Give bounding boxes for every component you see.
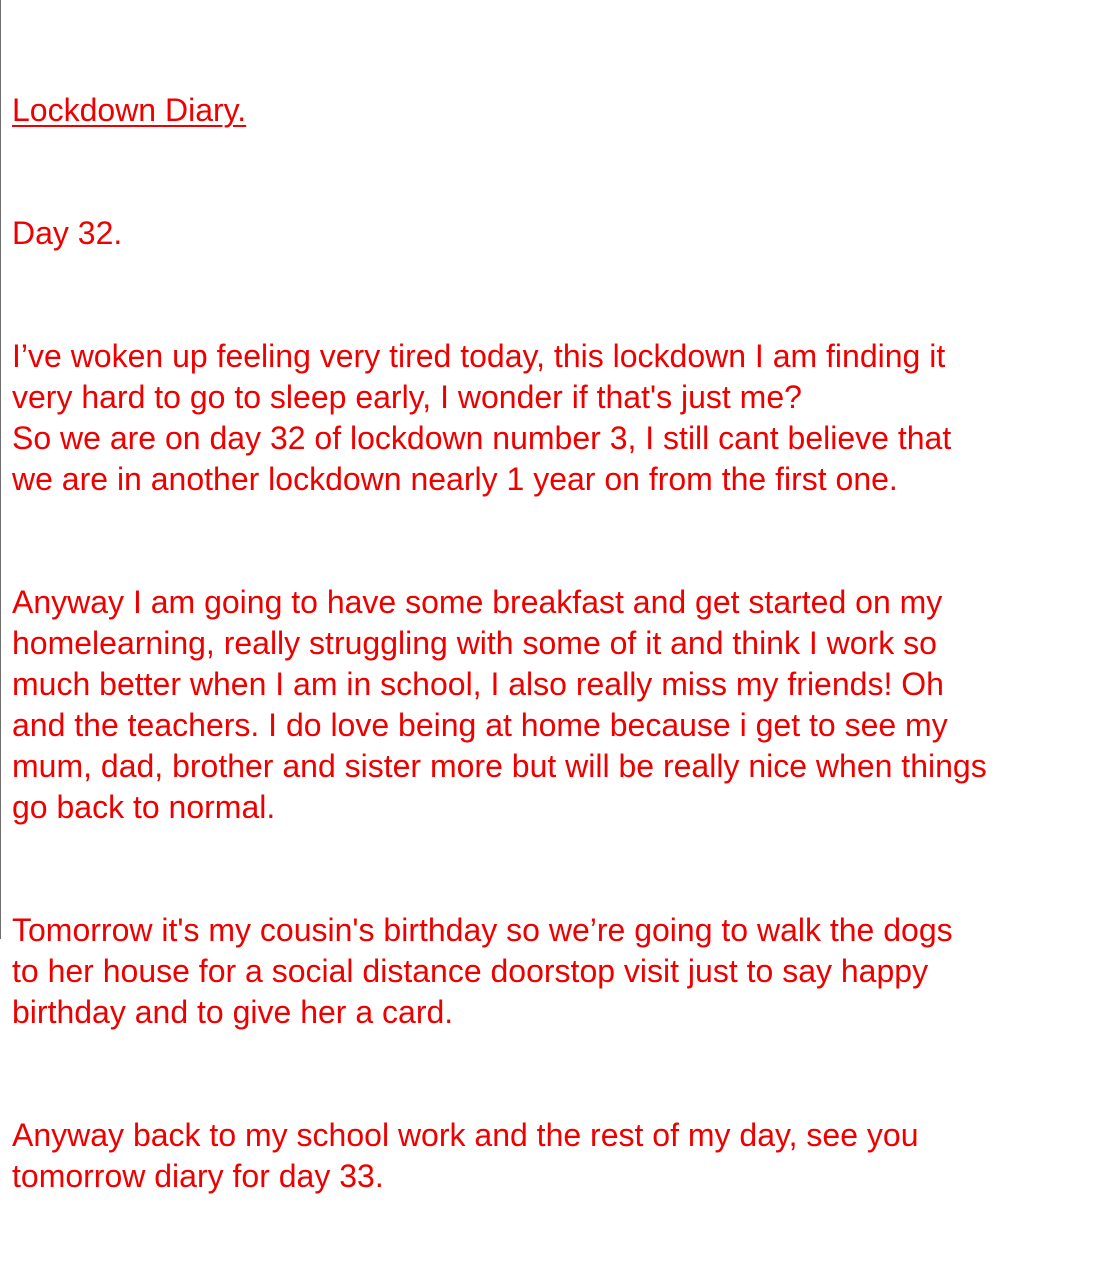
diary-paragraph-4: Anyway back to my school work and the rest of my day, see you tomorrow diary for day 33. (12, 1117, 919, 1194)
page-left-border (0, 0, 1, 939)
title-line (12, 49, 1112, 131)
diary-document (12, 8, 1112, 1279)
day-heading: Day 32. (12, 215, 123, 251)
diary-paragraph-3: Tomorrow it's my cousin's birthday so we’re going to walk the dogs to her house for a social distance doorstop visit just to say happy birthday and to give her a card. (12, 912, 953, 1030)
diary-paragraph-1: I’ve woken up feeling very tired today, this lockdown I am finding it very hard to go to sleep early, I wonder if that's just me? So we are on day 32 of lockdown number 3, I still cant believe that we are in another lockdown nearly 1 year on from the first one. (12, 338, 952, 497)
diary-title: Lockdown Diary. (12, 92, 247, 128)
diary-paragraph-2: Anyway I am going to have some breakfast and get started on my homelearning, really struggling with some of it and think I work so much better when I am in school, I also really miss my friends! Oh and the teachers. I do love being at home because i get to see my mum, dad, brother and sister more but will be really nice when things go back to normal. (12, 584, 987, 825)
